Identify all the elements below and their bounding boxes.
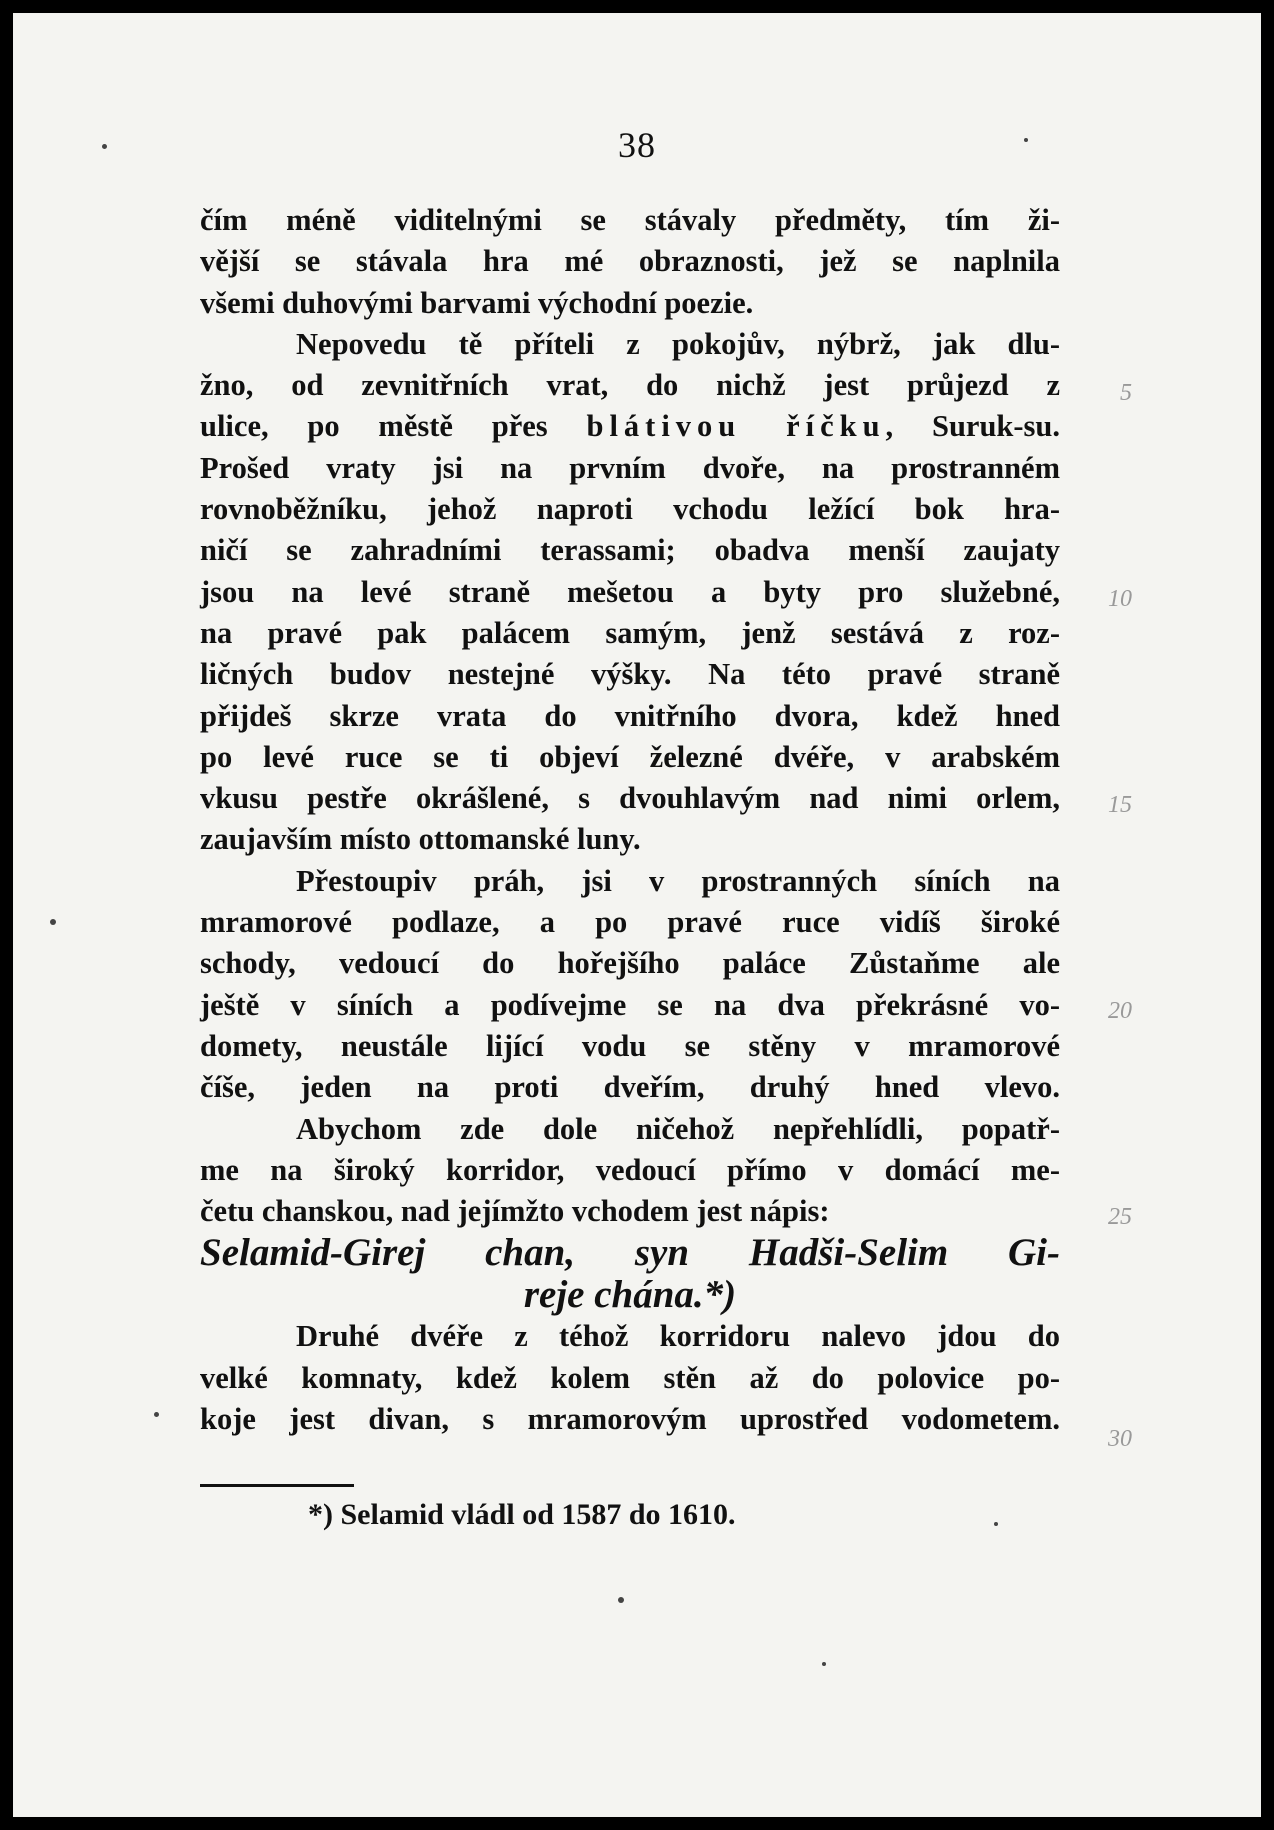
text-line: koje jest divan, s mramorovým uprostřed vodometem. xyxy=(200,1402,1060,1437)
margin-line-mark: 10 xyxy=(1108,586,1132,612)
text-line: vější se stávala hra mé obraznosti, jež se naplnila xyxy=(200,244,1060,279)
text-line: schody, vedoucí do hořejšího paláce Zůstaňme ale xyxy=(200,946,1060,981)
text-line: na pravé pak palácem samým, jenž sestává z roz- xyxy=(200,615,1060,650)
text-line: Abychom zde dole ničehož nepřehlídli, popatř- xyxy=(296,1111,1060,1146)
text-line: velké komnaty, kdež kolem stěn až do polovice po- xyxy=(200,1360,1060,1395)
text-line: číše, jeden na proti dveřím, druhý hned vlevo. xyxy=(200,1070,1060,1105)
footnote: *) Selamid vládl od 1587 do 1610. xyxy=(308,1498,736,1531)
text-line: ještě v síních a podívejme se na dva překrásné vo- xyxy=(200,987,1060,1022)
text-line: Nepovedu tě příteli z pokojův, nýbrž, jak dlu- xyxy=(296,326,1060,361)
inscription-line: Selamid-Girej chan, syn Hadši-Selim Gi- xyxy=(200,1231,1060,1275)
text-line: Přestoupiv práh, jsi v prostranných síních na xyxy=(296,863,1060,898)
paper-speck xyxy=(154,1412,159,1417)
text-line: vkusu pestře okrášlené, s dvouhlavým nad nimi orlem, xyxy=(200,781,1060,816)
text-line: me na široký korridor, vedoucí přímo v domácí me- xyxy=(200,1152,1060,1187)
spaced-emphasis: blátivou říčku xyxy=(586,409,886,444)
text-line: čím méně viditelnými se stávaly předměty, tím ži- xyxy=(200,203,1060,237)
text-line: četu chanskou, nad jejímžto vchodem jest nápis: xyxy=(200,1194,830,1229)
text-line-spaced xyxy=(200,406,1060,447)
text-line: mramorové podlaze, a po pravé ruce vidíš široké xyxy=(200,905,1060,940)
book-page xyxy=(14,14,1260,1816)
text-run: ulice, po městě přes xyxy=(200,409,548,444)
margin-line-mark: 20 xyxy=(1108,998,1132,1024)
text-run: , Suruk-su. xyxy=(885,409,1060,444)
body-text xyxy=(200,200,1060,1440)
text-line: ličných budov nestejné výšky. Na této pravé straně xyxy=(200,657,1060,692)
text-line: ničí se zahradními terassami; obadva menší zaujaty xyxy=(200,533,1060,568)
paper-speck xyxy=(50,919,56,925)
margin-line-mark: 15 xyxy=(1108,792,1132,818)
paper-speck xyxy=(822,1662,826,1666)
page-number: 38 xyxy=(618,125,656,165)
text-line: zaujavším místo ottomanské luny. xyxy=(200,822,641,857)
paper-speck xyxy=(994,1522,998,1526)
text-line: domety, neustále lijící vodu se stěny v mramorové xyxy=(200,1028,1060,1063)
text-line: přijdeš skrze vrata do vnitřního dvora, kdež hned xyxy=(200,698,1060,733)
paper-speck xyxy=(618,1597,624,1603)
text-line: žno, od zevnitřních vrat, do nichž jest průjezd z xyxy=(200,368,1060,403)
paper-speck xyxy=(102,144,107,149)
text-line: Prošed vraty jsi na prvním dvoře, na prostranném xyxy=(200,450,1060,485)
text-line: Druhé dvéře z téhož korridoru nalevo jdou do xyxy=(296,1319,1060,1354)
paper-speck xyxy=(1024,138,1028,142)
text-line: po levé ruce se ti objeví železné dvéře, v arabském xyxy=(200,739,1060,774)
inscription-line: reje chána.*) xyxy=(523,1273,737,1317)
margin-line-mark: 5 xyxy=(1120,380,1132,406)
text-line: všemi duhovými barvami východní poezie. xyxy=(200,285,754,320)
text-line: rovnoběžníku, jehož naproti vchodu ležící bok hra- xyxy=(200,492,1060,527)
margin-line-mark: 30 xyxy=(1108,1426,1132,1452)
footnote-rule xyxy=(200,1484,354,1487)
margin-line-mark: 25 xyxy=(1108,1204,1132,1230)
text-line: jsou na levé straně mešetou a byty pro služebné, xyxy=(200,574,1060,609)
